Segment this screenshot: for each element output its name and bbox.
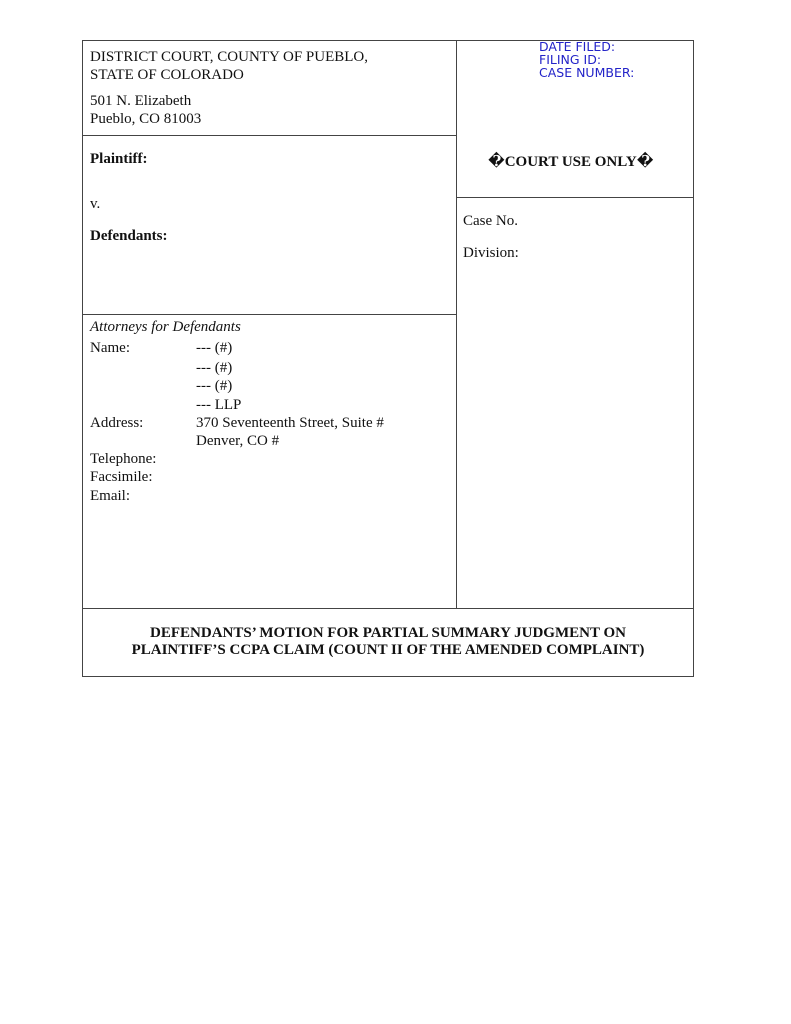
attorney-name: --- (#)	[196, 340, 233, 356]
division-label: Division:	[463, 245, 519, 261]
versus-text: v.	[90, 196, 101, 212]
court-address-line1: 501 N. Elizabeth	[90, 93, 192, 109]
address-line: 370 Seventeenth Street, Suite #	[196, 415, 384, 431]
address-line: Denver, CO #	[196, 433, 280, 449]
court-section-divider	[82, 135, 457, 136]
plaintiff-label: Plaintiff:	[90, 151, 148, 167]
document-title-line1: DEFENDANTS’ MOTION FOR PARTIAL SUMMARY JUDGMENT ON	[150, 625, 626, 641]
facsimile-label: Facsimile:	[90, 469, 153, 485]
email-label: Email:	[90, 488, 130, 504]
date-filed-label: DATE FILED:	[539, 39, 616, 54]
parties-section-divider	[82, 314, 457, 315]
column-divider	[456, 40, 457, 609]
court-name-line1: DISTRICT COURT, COUNTY OF PUEBLO,	[90, 49, 369, 65]
case-number-label: CASE NUMBER:	[539, 65, 635, 80]
case-no-label: Case No.	[463, 213, 518, 229]
name-label: Name:	[90, 340, 130, 356]
telephone-label: Telephone:	[90, 451, 157, 467]
law-firm-name: --- LLP	[196, 397, 242, 413]
document-title-line2: PLAINTIFF’S CCPA CLAIM (COUNT II OF THE AMENDED COMPLAINT)	[131, 642, 645, 658]
attorney-name: --- (#)	[196, 360, 233, 376]
address-label: Address:	[90, 415, 144, 431]
attorney-name: --- (#)	[196, 378, 233, 394]
court-name-line2: STATE OF COLORADO	[90, 67, 244, 83]
attorneys-heading: Attorneys for Defendants	[90, 319, 241, 335]
defendants-label: Defendants:	[90, 228, 168, 244]
court-use-only-label: �COURT USE ONLY�	[488, 154, 654, 170]
filing-id-label: FILING ID:	[539, 52, 602, 67]
court-use-divider	[456, 197, 694, 198]
title-section-divider	[82, 608, 694, 609]
court-address-line2: Pueblo, CO 81003	[90, 111, 202, 127]
